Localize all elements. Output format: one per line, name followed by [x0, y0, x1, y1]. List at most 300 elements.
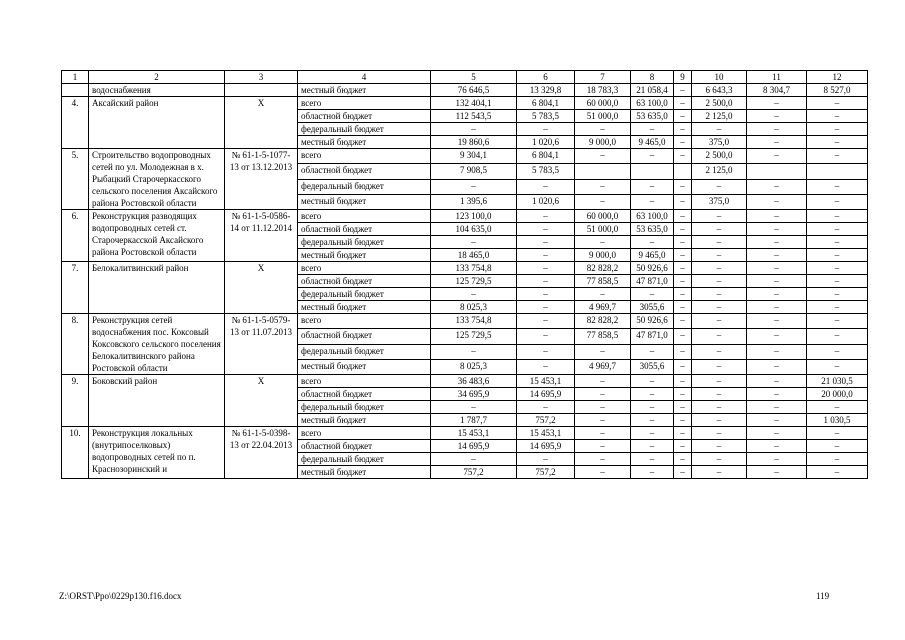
amount-cell: – — [807, 453, 868, 466]
amount-cell: – — [631, 236, 674, 249]
funding-source: федеральный бюджет — [298, 288, 431, 301]
amount-cell: – — [692, 123, 747, 136]
amount-cell: – — [674, 149, 692, 164]
amount-cell: – — [674, 301, 692, 314]
amount-cell: – — [692, 414, 747, 427]
funding-source: областной бюджет — [298, 275, 431, 288]
amount-cell: – — [674, 136, 692, 149]
amount-cell: – — [692, 401, 747, 414]
amount-cell: – — [631, 288, 674, 301]
amount-cell: – — [631, 427, 674, 440]
amount-cell: 15 453,1 — [517, 427, 575, 440]
amount-cell: – — [575, 388, 631, 401]
funding-source: местный бюджет — [298, 301, 431, 314]
amount-cell: 63 100,0 — [631, 210, 674, 223]
amount-cell: – — [807, 440, 868, 453]
funding-source: всего — [298, 210, 431, 223]
amount-cell: 5 783,5 — [517, 110, 575, 123]
amount-cell: 18 465,0 — [431, 249, 517, 262]
amount-cell: – — [674, 329, 692, 344]
amount-cell: – — [517, 301, 575, 314]
amount-cell: 2 125,0 — [692, 110, 747, 123]
amount-cell: – — [807, 344, 868, 359]
amount-cell: – — [747, 262, 807, 275]
amount-cell: – — [807, 236, 868, 249]
amount-cell: – — [692, 179, 747, 194]
amount-cell: 50 926,6 — [631, 314, 674, 329]
amount-cell: 21 030,5 — [807, 375, 868, 388]
funding-source: федеральный бюджет — [298, 453, 431, 466]
amount-cell: 34 695,9 — [431, 388, 517, 401]
amount-cell: – — [575, 401, 631, 414]
amount-cell: – — [517, 288, 575, 301]
amount-cell: – — [692, 329, 747, 344]
amount-cell: – — [517, 329, 575, 344]
amount-cell: – — [674, 314, 692, 329]
document-ref — [225, 84, 298, 97]
amount-cell: – — [575, 236, 631, 249]
amount-cell — [807, 164, 868, 179]
amount-cell: – — [747, 414, 807, 427]
item-number: 8. — [62, 314, 89, 375]
column-number: 2 — [89, 71, 225, 84]
amount-cell: – — [747, 275, 807, 288]
amount-cell: – — [747, 249, 807, 262]
amount-cell: – — [807, 210, 868, 223]
document-ref: № 61-1-5-1077-13 от 13.12.2013 — [225, 149, 298, 210]
amount-cell: 15 453,1 — [517, 375, 575, 388]
amount-cell: – — [674, 288, 692, 301]
amount-cell: – — [575, 179, 631, 194]
amount-cell: – — [692, 301, 747, 314]
amount-cell: 21 058,4 — [631, 84, 674, 97]
amount-cell: – — [747, 388, 807, 401]
amount-cell: 104 635,0 — [431, 223, 517, 236]
funding-source: областной бюджет — [298, 329, 431, 344]
funding-source: местный бюджет — [298, 249, 431, 262]
amount-cell: 15 453,1 — [431, 427, 517, 440]
amount-cell: – — [631, 453, 674, 466]
amount-cell: – — [692, 388, 747, 401]
amount-cell: 9 304,1 — [431, 149, 517, 164]
amount-cell: – — [692, 210, 747, 223]
amount-cell: – — [517, 314, 575, 329]
item-number — [62, 84, 89, 97]
funding-source: местный бюджет — [298, 466, 431, 479]
amount-cell: – — [674, 440, 692, 453]
amount-cell: 82 828,2 — [575, 262, 631, 275]
amount-cell: – — [517, 210, 575, 223]
amount-cell: 19 860,6 — [431, 136, 517, 149]
amount-cell: 1 020,6 — [517, 194, 575, 209]
amount-cell: – — [517, 275, 575, 288]
amount-cell: – — [674, 344, 692, 359]
amount-cell: 5 783,5 — [517, 164, 575, 179]
column-number: 12 — [807, 71, 868, 84]
amount-cell: – — [692, 288, 747, 301]
document-ref: Х — [225, 97, 298, 149]
amount-cell: – — [807, 288, 868, 301]
amount-cell: – — [747, 440, 807, 453]
amount-cell: – — [747, 301, 807, 314]
amount-cell: 133 754,8 — [431, 262, 517, 275]
funding-source: местный бюджет — [298, 414, 431, 427]
amount-cell: – — [692, 275, 747, 288]
amount-cell: – — [747, 223, 807, 236]
column-number: 6 — [517, 71, 575, 84]
amount-cell: – — [517, 262, 575, 275]
funding-source: федеральный бюджет — [298, 179, 431, 194]
amount-cell: – — [807, 359, 868, 374]
amount-cell: – — [692, 466, 747, 479]
funding-source: местный бюджет — [298, 359, 431, 374]
amount-cell: – — [631, 149, 674, 164]
amount-cell: – — [807, 314, 868, 329]
amount-cell: – — [807, 223, 868, 236]
amount-cell: – — [807, 329, 868, 344]
amount-cell: – — [674, 210, 692, 223]
amount-cell: 2 500,0 — [692, 97, 747, 110]
amount-cell: – — [674, 84, 692, 97]
amount-cell: – — [631, 388, 674, 401]
column-number: 4 — [298, 71, 431, 84]
amount-cell: – — [674, 453, 692, 466]
amount-cell: – — [431, 179, 517, 194]
funding-source: местный бюджет — [298, 136, 431, 149]
item-number: 7. — [62, 262, 89, 314]
amount-cell: – — [575, 344, 631, 359]
amount-cell: – — [747, 97, 807, 110]
amount-cell: – — [517, 179, 575, 194]
amount-cell: – — [747, 236, 807, 249]
amount-cell: – — [575, 440, 631, 453]
amount-cell: 77 858,5 — [575, 275, 631, 288]
amount-cell: 132 404,1 — [431, 97, 517, 110]
amount-cell: 63 100,0 — [631, 97, 674, 110]
amount-cell: – — [674, 249, 692, 262]
amount-cell: 14 695,9 — [517, 388, 575, 401]
column-number: 5 — [431, 71, 517, 84]
funding-source: всего — [298, 97, 431, 110]
amount-cell: – — [631, 123, 674, 136]
page-number: 119 — [816, 591, 830, 601]
item-name: Строительство водопроводных сетей по ул. Молодежная в х. Рыбацкий Старочеркасского сельского поселения Аксайского района Ростовской области — [89, 149, 225, 210]
amount-cell — [747, 164, 807, 179]
table-row — [62, 314, 868, 329]
amount-cell: – — [692, 344, 747, 359]
amount-cell: 8 025,3 — [431, 301, 517, 314]
item-number: 6. — [62, 210, 89, 262]
amount-cell: – — [674, 466, 692, 479]
amount-cell: – — [747, 329, 807, 344]
funding-source: федеральный бюджет — [298, 401, 431, 414]
amount-cell: – — [807, 136, 868, 149]
funding-source: федеральный бюджет — [298, 123, 431, 136]
amount-cell: 757,2 — [517, 466, 575, 479]
amount-cell: 8 304,7 — [747, 84, 807, 97]
amount-cell: – — [692, 314, 747, 329]
amount-cell: – — [575, 466, 631, 479]
amount-cell: 36 483,6 — [431, 375, 517, 388]
amount-cell: 2 125,0 — [692, 164, 747, 179]
table-row — [62, 84, 868, 97]
amount-cell: – — [631, 414, 674, 427]
amount-cell: 53 635,0 — [631, 110, 674, 123]
amount-cell: – — [631, 179, 674, 194]
funding-source: всего — [298, 314, 431, 329]
table-row — [62, 262, 868, 275]
amount-cell: 77 858,5 — [575, 329, 631, 344]
item-name: Белокалитвинский район — [89, 262, 225, 314]
amount-cell: – — [674, 110, 692, 123]
amount-cell: – — [747, 453, 807, 466]
amount-cell: – — [747, 194, 807, 209]
column-number: 10 — [692, 71, 747, 84]
amount-cell: 60 000,0 — [575, 97, 631, 110]
amount-cell: – — [747, 123, 807, 136]
amount-cell: – — [747, 149, 807, 164]
footer-file-path: Z:\ORST\Ppo\0229p130.f16.docx — [59, 591, 182, 601]
amount-cell: – — [674, 275, 692, 288]
amount-cell: – — [674, 236, 692, 249]
funding-source: областной бюджет — [298, 110, 431, 123]
amount-cell: – — [807, 110, 868, 123]
amount-cell: 6 643,3 — [692, 84, 747, 97]
amount-cell: – — [631, 375, 674, 388]
item-name: Аксайский район — [89, 97, 225, 149]
amount-cell: – — [807, 149, 868, 164]
amount-cell: 4 969,7 — [575, 359, 631, 374]
amount-cell: – — [807, 275, 868, 288]
amount-cell: – — [517, 123, 575, 136]
amount-cell: 123 100,0 — [431, 210, 517, 223]
amount-cell — [674, 164, 692, 179]
amount-cell: – — [747, 210, 807, 223]
amount-cell: – — [747, 136, 807, 149]
amount-cell: – — [747, 344, 807, 359]
amount-cell: – — [431, 344, 517, 359]
amount-cell: 375,0 — [692, 194, 747, 209]
amount-cell: – — [674, 375, 692, 388]
amount-cell: 14 695,9 — [517, 440, 575, 453]
table-row — [62, 210, 868, 223]
document-ref: № 61-1-5-0586-14 от 11.12.2014 — [225, 210, 298, 262]
amount-cell: – — [674, 388, 692, 401]
amount-cell: 51 000,0 — [575, 110, 631, 123]
amount-cell: 757,2 — [517, 414, 575, 427]
amount-cell: 76 646,5 — [431, 84, 517, 97]
amount-cell: – — [692, 236, 747, 249]
amount-cell: 50 926,6 — [631, 262, 674, 275]
amount-cell: – — [807, 262, 868, 275]
item-name: Реконструкция разводящих водопроводных сетей ст. Старочеркасской Аксайского района Ростовской области — [89, 210, 225, 262]
amount-cell — [631, 164, 674, 179]
amount-cell: – — [517, 359, 575, 374]
amount-cell — [575, 164, 631, 179]
amount-cell: – — [747, 179, 807, 194]
amount-cell: 51 000,0 — [575, 223, 631, 236]
amount-cell: – — [517, 344, 575, 359]
amount-cell: – — [747, 401, 807, 414]
amount-cell: – — [631, 401, 674, 414]
amount-cell: – — [674, 262, 692, 275]
budget-table — [61, 70, 868, 479]
amount-cell: – — [692, 249, 747, 262]
amount-cell: – — [431, 288, 517, 301]
amount-cell: 133 754,8 — [431, 314, 517, 329]
amount-cell: – — [517, 453, 575, 466]
amount-cell: – — [575, 427, 631, 440]
amount-cell: – — [747, 375, 807, 388]
column-number: 1 — [62, 71, 89, 84]
amount-cell: 2 500,0 — [692, 149, 747, 164]
amount-cell: – — [575, 149, 631, 164]
amount-cell: – — [431, 401, 517, 414]
amount-cell: – — [517, 401, 575, 414]
amount-cell: – — [517, 236, 575, 249]
amount-cell: – — [431, 123, 517, 136]
amount-cell: – — [807, 97, 868, 110]
amount-cell: – — [674, 123, 692, 136]
item-name: Реконструкция локальных (внутрипоселковых) водопроводных сетей по п. Краснозоринский и — [89, 427, 225, 479]
amount-cell: – — [674, 414, 692, 427]
amount-cell: 6 804,1 — [517, 97, 575, 110]
amount-cell: 82 828,2 — [575, 314, 631, 329]
amount-cell: 47 871,0 — [631, 329, 674, 344]
funding-source: областной бюджет — [298, 440, 431, 453]
funding-source: всего — [298, 262, 431, 275]
item-number: 9. — [62, 375, 89, 427]
amount-cell: – — [692, 375, 747, 388]
amount-cell: 53 635,0 — [631, 223, 674, 236]
document-ref: Х — [225, 262, 298, 314]
column-number-row — [62, 71, 868, 84]
amount-cell: – — [575, 414, 631, 427]
amount-cell: – — [807, 301, 868, 314]
table-row — [62, 149, 868, 164]
amount-cell: 125 729,5 — [431, 275, 517, 288]
item-number: 4. — [62, 97, 89, 149]
amount-cell: – — [517, 249, 575, 262]
amount-cell: 9 000,0 — [575, 136, 631, 149]
amount-cell: – — [431, 236, 517, 249]
funding-source: местный бюджет — [298, 194, 431, 209]
amount-cell: – — [747, 359, 807, 374]
amount-cell: – — [575, 194, 631, 209]
amount-cell: – — [575, 375, 631, 388]
item-name: Реконструкция сетей водоснабжения пос. Коксовый Коксовского сельского поселения Белокалитвинского района Ростовской области — [89, 314, 225, 375]
item-number: 10. — [62, 427, 89, 479]
amount-cell: – — [431, 453, 517, 466]
amount-cell: 20 000,0 — [807, 388, 868, 401]
funding-source: местный бюджет — [298, 84, 431, 97]
amount-cell: – — [631, 466, 674, 479]
amount-cell: 757,2 — [431, 466, 517, 479]
item-number: 5. — [62, 149, 89, 210]
amount-cell: – — [747, 288, 807, 301]
amount-cell: 60 000,0 — [575, 210, 631, 223]
document-ref: Х — [225, 375, 298, 427]
amount-cell: 9 465,0 — [631, 249, 674, 262]
amount-cell: – — [692, 359, 747, 374]
column-number: 7 — [575, 71, 631, 84]
funding-source: областной бюджет — [298, 223, 431, 236]
amount-cell: – — [747, 466, 807, 479]
amount-cell: – — [631, 194, 674, 209]
amount-cell: 1 395,6 — [431, 194, 517, 209]
column-number: 8 — [631, 71, 674, 84]
amount-cell: – — [674, 427, 692, 440]
amount-cell: – — [674, 194, 692, 209]
document-ref: № 61-1-5-0398-13 от 22.04.2013 — [225, 427, 298, 479]
amount-cell: – — [631, 344, 674, 359]
table-row — [62, 97, 868, 110]
amount-cell: 47 871,0 — [631, 275, 674, 288]
amount-cell: 13 329,8 — [517, 84, 575, 97]
amount-cell: 9 000,0 — [575, 249, 631, 262]
amount-cell: – — [674, 179, 692, 194]
amount-cell: – — [674, 97, 692, 110]
amount-cell: 1 020,6 — [517, 136, 575, 149]
amount-cell: 112 543,5 — [431, 110, 517, 123]
funding-source: всего — [298, 375, 431, 388]
amount-cell: 6 804,1 — [517, 149, 575, 164]
amount-cell: – — [631, 440, 674, 453]
amount-cell: – — [692, 453, 747, 466]
amount-cell: 8 527,0 — [807, 84, 868, 97]
amount-cell: 3055,6 — [631, 301, 674, 314]
amount-cell: 18 783,3 — [575, 84, 631, 97]
amount-cell: – — [692, 262, 747, 275]
amount-cell: – — [575, 288, 631, 301]
amount-cell: – — [807, 194, 868, 209]
amount-cell: – — [575, 453, 631, 466]
funding-source: областной бюджет — [298, 164, 431, 179]
funding-source: всего — [298, 427, 431, 440]
funding-source: всего — [298, 149, 431, 164]
amount-cell: – — [692, 427, 747, 440]
amount-cell: – — [747, 427, 807, 440]
amount-cell: – — [807, 466, 868, 479]
amount-cell: 1 030,5 — [807, 414, 868, 427]
amount-cell: 9 465,0 — [631, 136, 674, 149]
amount-cell: – — [692, 440, 747, 453]
amount-cell: 375,0 — [692, 136, 747, 149]
funding-source: федеральный бюджет — [298, 236, 431, 249]
column-number: 11 — [747, 71, 807, 84]
table-row — [62, 427, 868, 440]
column-number: 3 — [225, 71, 298, 84]
amount-cell: – — [517, 223, 575, 236]
amount-cell: 1 787,7 — [431, 414, 517, 427]
amount-cell: – — [674, 401, 692, 414]
amount-cell: – — [692, 223, 747, 236]
item-name: Боковский район — [89, 375, 225, 427]
amount-cell: – — [807, 179, 868, 194]
amount-cell: 8 025,3 — [431, 359, 517, 374]
amount-cell: – — [807, 249, 868, 262]
amount-cell: 4 969,7 — [575, 301, 631, 314]
funding-source: федеральный бюджет — [298, 344, 431, 359]
amount-cell: – — [674, 359, 692, 374]
table-row — [62, 375, 868, 388]
amount-cell: 7 908,5 — [431, 164, 517, 179]
amount-cell: 3055,6 — [631, 359, 674, 374]
amount-cell: – — [807, 123, 868, 136]
amount-cell: 125 729,5 — [431, 329, 517, 344]
amount-cell: – — [674, 223, 692, 236]
item-name: водоснабжения — [89, 84, 225, 97]
